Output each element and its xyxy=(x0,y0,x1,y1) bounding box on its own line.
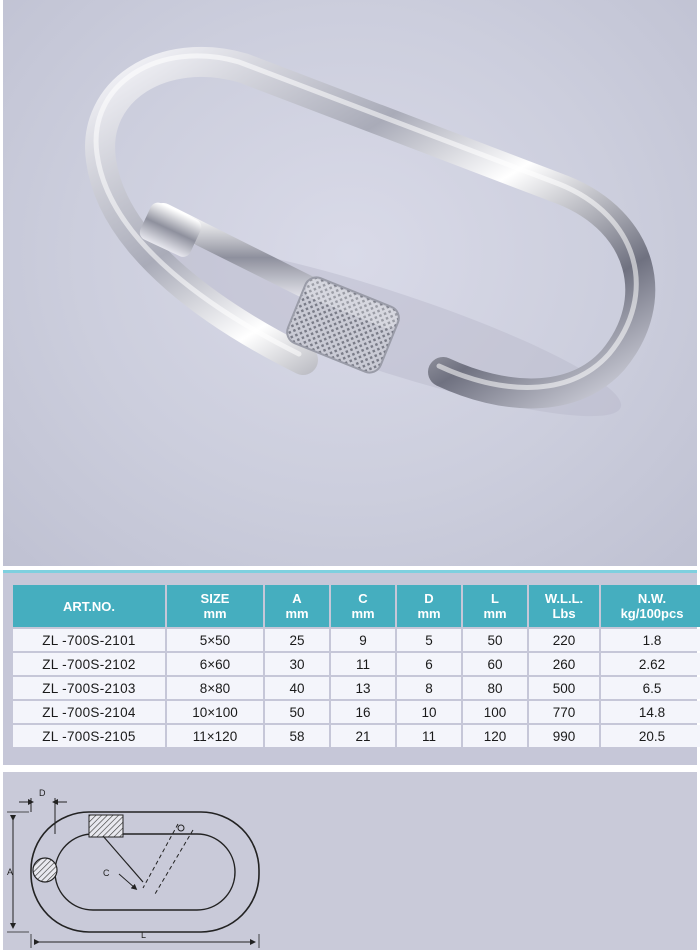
dimension-label-l: L xyxy=(141,930,147,940)
cell-size: 10×100 xyxy=(167,701,263,723)
cell-nw: 14.8 xyxy=(601,701,700,723)
col-header-size: SIZE mm xyxy=(167,585,263,627)
col-header-nw: N.W. kg/100pcs xyxy=(601,585,700,627)
table-row xyxy=(13,629,700,651)
spec-table xyxy=(11,583,700,749)
cell-c: 11 xyxy=(331,653,395,675)
carabiner-dimension-drawing-icon xyxy=(3,772,697,950)
cell-c: 16 xyxy=(331,701,395,723)
col-header-l: L mm xyxy=(463,585,527,627)
cell-art-no: ZL -700S-2104 xyxy=(13,701,165,723)
cell-nw: 20.5 xyxy=(601,725,700,747)
cell-d: 5 xyxy=(397,629,461,651)
cell-c: 21 xyxy=(331,725,395,747)
cell-art-no: ZL -700S-2101 xyxy=(13,629,165,651)
col-header-d: D mm xyxy=(397,585,461,627)
cell-a: 50 xyxy=(265,701,329,723)
col-header-wll: W.L.L. Lbs xyxy=(529,585,599,627)
cell-wll: 990 xyxy=(529,725,599,747)
cell-nw: 2.62 xyxy=(601,653,700,675)
col-header-c: C mm xyxy=(331,585,395,627)
carabiner-photo-icon xyxy=(3,0,697,566)
table-row xyxy=(13,701,700,723)
cell-l: 50 xyxy=(463,629,527,651)
cell-c: 13 xyxy=(331,677,395,699)
dimension-label-d: D xyxy=(39,788,46,798)
cell-size: 11×120 xyxy=(167,725,263,747)
cell-wll: 770 xyxy=(529,701,599,723)
dimension-label-a: A xyxy=(7,867,14,877)
cell-l: 80 xyxy=(463,677,527,699)
cell-art-no: ZL -700S-2105 xyxy=(13,725,165,747)
cell-nw: 1.8 xyxy=(601,629,700,651)
product-photo xyxy=(3,0,697,566)
col-header-art-no: ART.NO. xyxy=(13,585,165,627)
dimension-drawing xyxy=(3,772,697,950)
spec-table-panel xyxy=(3,570,697,765)
table-header-row xyxy=(13,585,700,627)
cell-d: 6 xyxy=(397,653,461,675)
cell-wll: 500 xyxy=(529,677,599,699)
cell-size: 6×60 xyxy=(167,653,263,675)
cell-a: 25 xyxy=(265,629,329,651)
cell-size: 5×50 xyxy=(167,629,263,651)
cell-l: 100 xyxy=(463,701,527,723)
cell-l: 120 xyxy=(463,725,527,747)
cell-d: 8 xyxy=(397,677,461,699)
dimension-label-c: C xyxy=(103,868,110,878)
cell-size: 8×80 xyxy=(167,677,263,699)
cell-art-no: ZL -700S-2102 xyxy=(13,653,165,675)
cell-a: 30 xyxy=(265,653,329,675)
cell-d: 10 xyxy=(397,701,461,723)
table-row xyxy=(13,677,700,699)
cell-nw: 6.5 xyxy=(601,677,700,699)
col-header-a: A mm xyxy=(265,585,329,627)
cell-wll: 260 xyxy=(529,653,599,675)
table-row xyxy=(13,725,700,747)
table-row xyxy=(13,653,700,675)
cell-l: 60 xyxy=(463,653,527,675)
cell-c: 9 xyxy=(331,629,395,651)
cell-wll: 220 xyxy=(529,629,599,651)
cell-art-no: ZL -700S-2103 xyxy=(13,677,165,699)
cell-a: 40 xyxy=(265,677,329,699)
cell-a: 58 xyxy=(265,725,329,747)
cell-d: 11 xyxy=(397,725,461,747)
